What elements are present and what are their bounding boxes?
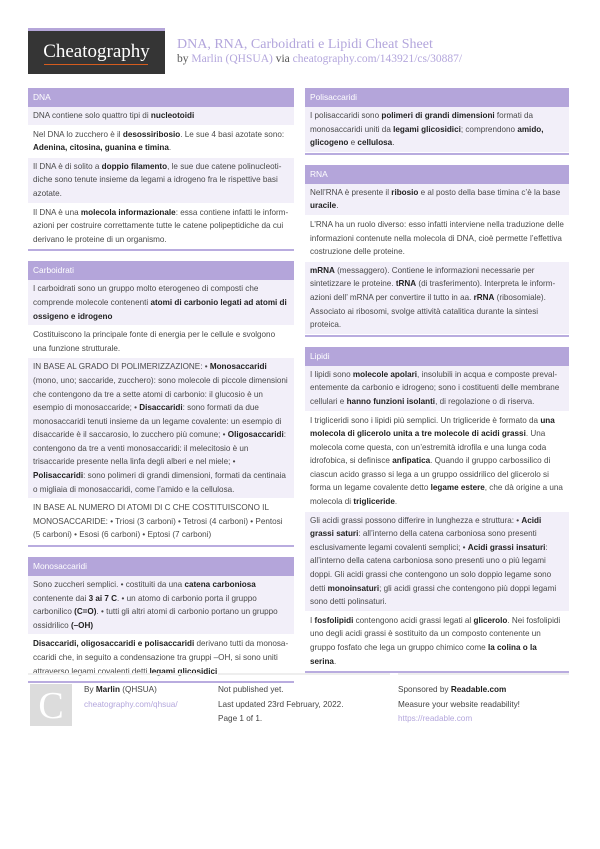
bold-text: Monosaccaridi <box>209 362 267 372</box>
footer-sponsor <box>398 673 569 727</box>
section-rna <box>305 165 569 337</box>
section-header: Lipidi <box>305 347 569 366</box>
text: : all’interno della catena carboniosa sono presenti uno o più legami doppi. Gli acidi grassi che contengono un solo doppio legame sono detti <box>310 542 552 593</box>
last-updated: Last updated 23rd February, 2022. <box>218 699 344 709</box>
section-row <box>305 612 569 671</box>
text: . <box>392 138 395 148</box>
bold-text: molecole apolari <box>352 369 418 379</box>
page-subtitle <box>177 53 462 65</box>
text: Costituiscono la principale fonte di energia per le cellule e svolgono una funzione strutturale. <box>33 330 276 353</box>
section-header: Polisaccaridi <box>305 88 569 107</box>
text: . • tutti gli altri atomi di carbonio portano un gruppo ossidrilico <box>33 607 278 630</box>
logo-text: Cheatography <box>43 41 150 62</box>
bold-text: Disaccaridi, oligosaccaridi e polisaccaridi <box>33 639 195 649</box>
section-row <box>305 184 569 216</box>
text: . <box>217 666 220 676</box>
text: Gli acidi grassi possono differire in lunghezza e struttura: • <box>310 515 522 525</box>
text: , che dà origine a una molecola di <box>310 483 563 507</box>
footer-author-handle: (QHSUA) <box>122 685 157 694</box>
section-row <box>28 158 294 204</box>
text: I carboidrati sono un gruppo molto eterogeneo di composti che comprende molecole contenenti <box>33 284 259 307</box>
bold-text: anfipatica <box>392 456 431 466</box>
bold-text: legami glicosidici <box>393 124 461 134</box>
text: Nel DNA lo zucchero è il <box>33 129 123 139</box>
section-monosaccaridi <box>28 557 294 683</box>
bold-text: (C=O) <box>74 607 97 617</box>
section-carboidrati <box>28 261 294 547</box>
text: e al posto della base timina c’è la base <box>418 187 561 197</box>
bold-text: la colina o la serina <box>310 643 537 666</box>
bold-text: trigliceride <box>353 497 395 507</box>
text: , le sue due catene polinucleotidiche sono tenute insieme da legami a idrogeno fra le rispettive basi azotate. <box>33 161 282 198</box>
bold-text: fosfolipidi <box>314 615 354 625</box>
text: . • un atomo di carbonio porta il gruppo carbonilico <box>33 593 257 617</box>
footer-author <box>28 673 200 743</box>
text: : contengono da tre a venti monosaccaridi: il melecitosio è un trisaccaride presente nella linfa degli alberi e nel miele; • <box>33 430 287 467</box>
text: IN BASE AL NUMERO DI ATOMI DI C CHE COSTITUISCONO IL MONOSACCARIDE: • Triosi (3 carboni) • Tetrosi (4 carboni) • Pentosi (5 carboni) • Esosi (6 carboni) • Eptosi (7 carboni) <box>33 503 283 540</box>
text: IN BASE AL GRADO DI POLIMERIZZAZIONE: • <box>33 362 210 372</box>
section-header: Monosaccaridi <box>28 557 294 576</box>
text: . Nei fosfolipidi uno degli acidi grassi è sostituito da un composto contenente un gruppo fosfato che lega un gruppo chimico come <box>310 615 561 652</box>
text: contengono acidi grassi legati al <box>353 615 474 625</box>
section-row <box>28 107 294 126</box>
text: formati da monosaccaridi uniti da <box>310 111 534 134</box>
bold-text: hanno funzioni isolanti <box>346 396 436 406</box>
right-column <box>305 88 569 683</box>
bold-text: amido, glicogeno <box>310 124 544 148</box>
text: Nell’RNA è presente il <box>310 187 392 197</box>
sponsor-tagline: Measure your website readability! <box>398 699 520 709</box>
bold-text: Disaccaridi <box>139 403 183 413</box>
text: Sono zuccheri semplici. • costituiti da una <box>33 580 185 590</box>
section-lipidi <box>305 347 569 673</box>
left-column <box>28 88 294 693</box>
bold-text: molecola informazionale <box>80 207 176 217</box>
footer-author-name[interactable]: Marlin <box>95 685 120 694</box>
section-row <box>28 204 294 250</box>
bold-text: 3 ai 7 C <box>88 593 118 603</box>
footer-status <box>218 673 390 727</box>
bold-text: glicerolo <box>473 615 508 625</box>
text: DNA contiene solo quattro tipi di <box>33 111 151 120</box>
bold-text: ribosio <box>391 187 419 197</box>
footer-author-url[interactable]: cheatography.com/qhsua/ <box>84 699 178 709</box>
footer-by-label: By <box>84 685 94 694</box>
section-row <box>28 126 294 158</box>
publish-status: Not published yet. <box>218 685 284 694</box>
bold-text: uracile <box>310 201 337 211</box>
section-row <box>28 358 294 499</box>
bold-text: doppio filamento <box>101 161 168 171</box>
sponsor-label: Sponsored by <box>398 685 449 694</box>
by-label: by <box>177 53 189 65</box>
section-row <box>305 107 569 153</box>
text: . Quando il gruppo carbossilico di ciascun acido grasso si lega a un gruppo ossidrilico del glicerolo si forma un legame covalente detto <box>310 456 551 493</box>
section-row <box>305 216 569 262</box>
bold-text: Acidi grassi saturi <box>310 515 542 539</box>
section-row <box>28 326 294 358</box>
section-row <box>28 499 294 545</box>
author-avatar: C <box>30 684 72 726</box>
section-row <box>305 412 569 512</box>
text: : sono formati da due monosaccaridi tenuti insieme da un legame covalente: un esempio di disaccaride è il saccarosio, lo zucchero più comune; • <box>33 403 282 440</box>
text: ; gli acidi grassi che contengono più doppi legami sono detti polinsaturi. <box>310 583 557 607</box>
bold-text: Adenina, citosina, guanina e timina <box>33 143 169 153</box>
text: (mono, uno; saccaride, zucchero): sono molecole di piccole dimensioni che contengono da tre a sette atomi di carbonio: il glucosio è un esempio di monosaccaride; • <box>33 375 288 413</box>
page-number: Page 1 of 1. <box>218 714 263 723</box>
via-label: via <box>275 53 290 65</box>
bold-text: monoinsaturi <box>327 583 380 593</box>
text: Il DNA è di solito a <box>33 161 102 171</box>
text: derivano tutti da monosaccaridi che, in seguito a condensazione tra gruppi –OH, si sono uniti attraverso legami covalenti detti <box>33 639 289 676</box>
text: . Le sue 4 basi azotate sono: <box>180 129 285 139</box>
text: (ribosomiale). Associato ai ribosomi, svolge attività catalitica durante la sintesi proteica. <box>310 292 546 330</box>
bold-text: legame estere <box>430 483 485 493</box>
section-row <box>305 366 569 412</box>
text: I <box>310 615 315 625</box>
bold-text: atomi di carbonio legati ad atomi di ossigeno e idrogeno <box>33 297 287 321</box>
page-title: DNA, RNA, Carboidrati e Lipidi Cheat Sheet <box>177 37 433 52</box>
logo-underline <box>44 64 148 65</box>
text: I trigliceridi sono i lipidi più semplici. Un trigliceride è formato da <box>310 415 541 425</box>
text: e <box>348 138 358 148</box>
text: . <box>394 497 398 507</box>
text: , insolubili in acqua e composte prevalentemente da carbonio e idrogeno; sono i costituenti delle membrane cellulari e <box>310 369 560 406</box>
section-row <box>28 576 294 635</box>
text: . <box>336 201 339 211</box>
text: contenente dai <box>33 593 89 603</box>
bold-text: Oligosaccaridi <box>227 430 284 440</box>
section-header: DNA <box>28 88 294 107</box>
bold-text: catena carboniosa <box>184 580 256 590</box>
section-header: Carboidrati <box>28 261 294 280</box>
text: (di trasferimento). Interpreta le informazioni dell’ mRNA per convertire il tutto in aa. <box>310 279 556 302</box>
sponsor-name[interactable]: Readable.com <box>450 685 507 694</box>
text: : sono polimeri di grandi dimensioni, formati da centinaia o migliaia di monosaccaridi, come l’amido e la cellulosa. <box>33 471 286 494</box>
bold-text: mRNA <box>310 265 335 275</box>
section-row <box>28 280 294 326</box>
text: : all’interno della catena carboniosa sono presenti esclusivamente legami covalenti semplici; • <box>310 529 537 552</box>
text: . Una molecola come questa, con un’estremità idrofila e una lunga coda idrofobica, si definisce <box>310 429 547 466</box>
section-row <box>305 262 569 335</box>
text: I lipidi sono <box>310 369 353 379</box>
bold-text: Polisaccaridi <box>33 471 84 481</box>
text: . <box>333 656 337 666</box>
bold-text: una molecola di glicerolo unita a tre molecole di acidi grassi <box>310 415 555 439</box>
bold-text: rRNA <box>473 292 495 302</box>
sheet-url-link[interactable]: cheatography.com/143921/cs/30887/ <box>292 53 463 65</box>
bold-text: (–OH) <box>70 620 94 630</box>
text: : essa contiene infatti le informazioni per costruire correttamente tutte le catene polipeptidiche da cui derivano le proteine di un organismo. <box>33 207 289 244</box>
text: (messaggero). Contiene le informazioni necessarie per sintetizzare le proteine. <box>310 265 535 289</box>
text: , di regolazione o di riserva. <box>435 396 535 406</box>
bold-text: legami glicosidici <box>149 666 218 676</box>
section-row <box>305 512 569 612</box>
bold-text: desossiribosio <box>122 129 181 139</box>
section-dna <box>28 88 294 251</box>
bold-text: nucleotoidi <box>150 111 195 120</box>
bold-text: polimeri di grandi dimensioni <box>381 111 495 120</box>
text: I polisaccaridi sono <box>310 111 382 120</box>
section-header: RNA <box>305 165 569 184</box>
sponsor-url[interactable]: https://readable.com <box>398 714 473 723</box>
text: . <box>168 143 172 153</box>
text: Il DNA è una <box>33 207 81 217</box>
bold-text: Acidi grassi insaturi <box>467 542 546 552</box>
bold-text: cellulosa <box>357 138 393 148</box>
author-link[interactable]: Marlin (QHSUA) <box>191 53 273 65</box>
text: ; comprendono <box>460 124 518 134</box>
cheatography-logo[interactable] <box>28 28 165 74</box>
section-polisaccaridi <box>305 88 569 155</box>
bold-text: tRNA <box>395 279 417 289</box>
text: L’RNA ha un ruolo diverso: esso infatti interviene nella traduzione delle informazioni contenute nella molecola di DNA, cioè permette l’effettiva costruzione delle proteine. <box>310 219 564 257</box>
